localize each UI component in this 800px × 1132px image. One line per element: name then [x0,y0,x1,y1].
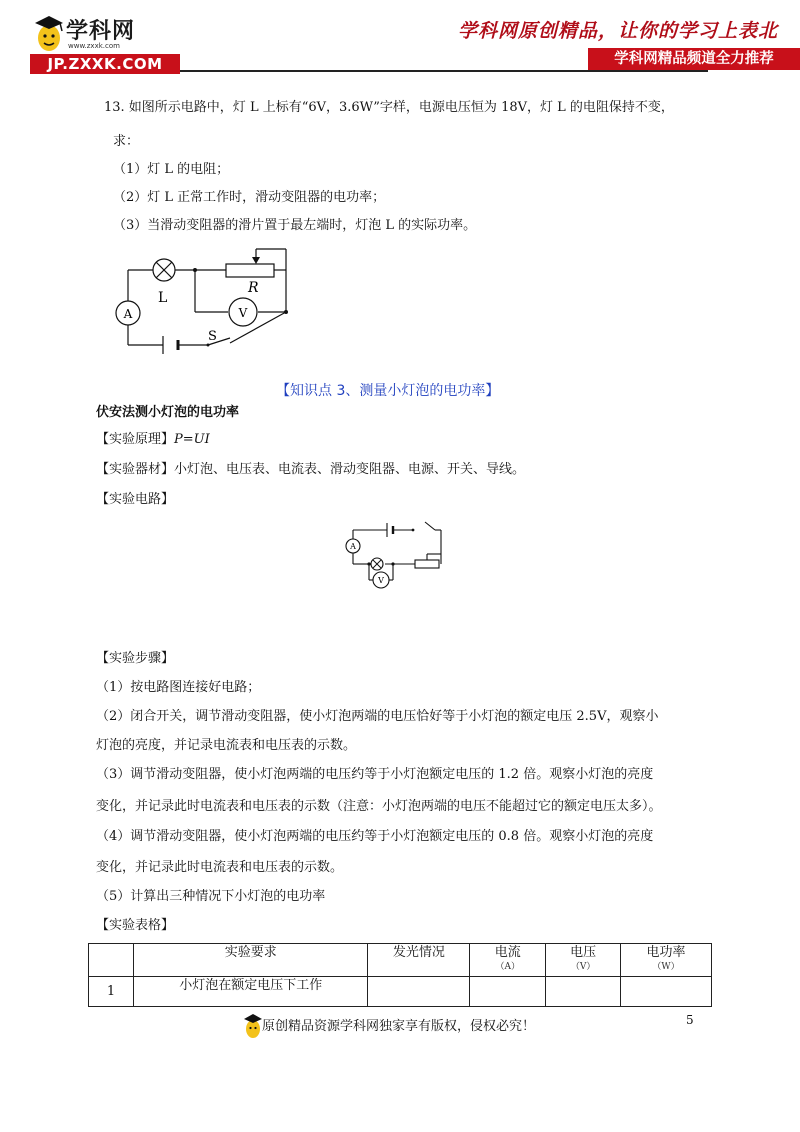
principle-label: 【实验原理】 [96,432,175,447]
table-header-cell [546,944,621,977]
table-header-cell [621,944,712,977]
step-line: 变化，并记录此时电流表和电压表的示数。 [96,860,344,875]
site-logo [30,14,180,72]
problem-line-2: 求： [113,134,140,149]
step-line: 灯泡的亮度，并记录电流表和电压表的示数。 [96,738,357,753]
table-label: 【实验表格】 [96,918,175,933]
lamp-label: L [158,290,168,306]
problem-circuit-diagram [108,240,298,365]
materials-value: 小灯泡、电压表、电流表、滑动变阻器、电源、开关、导线。 [174,462,526,477]
table-header-cell: 发光情况 [368,944,470,977]
experiment-table [88,943,712,1007]
question-3: （3）当滑动变阻器的滑片置于最左端时，灯泡 L 的实际功率。 [113,218,477,233]
section-title: 【知识点 3、测量小灯泡的电功率】 [276,383,500,399]
step-line: （3）调节滑动变阻器，使小灯泡两端的电压约等于小灯泡额定电压的 1.2 倍。观察小灯泡的亮度 [96,767,654,782]
logo-small-url: www.zxxk.com [68,42,120,50]
unit-current: （A） [495,962,520,972]
question-2: （2）灯 L 正常工作时，滑动变阻器的电功率； [113,190,386,205]
switch-label: S [208,329,217,344]
steps-label: 【实验步骤】 [96,651,175,666]
lamp-symbol [153,259,175,281]
voltmeter-label: V [238,306,248,320]
step-line: （5）计算出三种情况下小灯泡的电功率 [96,889,326,904]
table-header-cell [89,944,134,977]
header-slogan: 学科网原创精品，让你的学习上表北 [457,20,778,42]
principle-value: P=UI [174,432,210,447]
logo-url: JP.ZXXK.COM [30,54,180,74]
step-line: （4）调节滑动变阻器，使小灯泡两端的电压约等于小灯泡额定电压的 0.8 倍。观察小灯泡的亮度 [96,829,654,844]
step-line: （2）闭合开关，调节滑动变阻器，使小灯泡两端的电压恰好等于小灯泡的额定电压 2.5V，观察小 [96,709,659,724]
table-header-row [89,944,712,977]
table-cell [368,977,470,1007]
table-cell: 小灯泡在额定电压下工作 [133,977,368,1007]
table-header-cell [470,944,546,977]
step-line: （1）按电路图连接好电路； [96,680,261,695]
table-cell: 1 [89,977,134,1007]
exp-voltmeter-label: V [378,576,384,585]
unit-voltage: （V） [570,962,596,972]
question-1: （1）灯 L 的电阻； [113,162,230,177]
exp-ammeter-label: A [350,542,356,551]
footer-mascot-icon [243,1013,263,1039]
header-divider [180,70,708,72]
section-subtitle: 伏安法测小灯泡的电功率 [96,405,240,420]
materials-row [96,461,525,478]
experiment-circuit-diagram [343,518,448,594]
table-row [89,977,712,1007]
materials-label: 【实验器材】 [96,462,175,477]
rheostat-label: R [248,280,259,296]
principle-row [96,431,210,448]
mascot-icon [32,14,66,54]
footer-copyright: 原创精品资源学科网独家享有版权，侵权必究！ [262,1019,536,1034]
header-power: 电功率 [646,945,686,960]
step-line: 变化，并记录此时电流表和电压表的示数（注意：小灯泡两端的电压不能超过它的额定电压太多）。 [96,799,662,814]
unit-power: （W） [652,962,680,972]
ammeter-label: A [123,307,133,321]
table-cell [621,977,712,1007]
header-voltage: 电压 [570,945,597,960]
table-header-cell: 实验要求 [133,944,368,977]
page-number: 5 [686,1013,694,1027]
recommend-banner: 学科网精品频道全力推荐 [588,48,800,70]
problem-line-1: 13. 如图所示电路中，灯 L 上标有“6V，3.6W”字样，电源电压恒为 18V，灯 L 的电阻保持不变， [104,100,674,115]
table-cell [470,977,546,1007]
circuit-label: 【实验电路】 [96,492,175,507]
logo-name: 学科网 [66,19,136,44]
table-cell [546,977,621,1007]
header-current: 电流 [494,945,521,960]
